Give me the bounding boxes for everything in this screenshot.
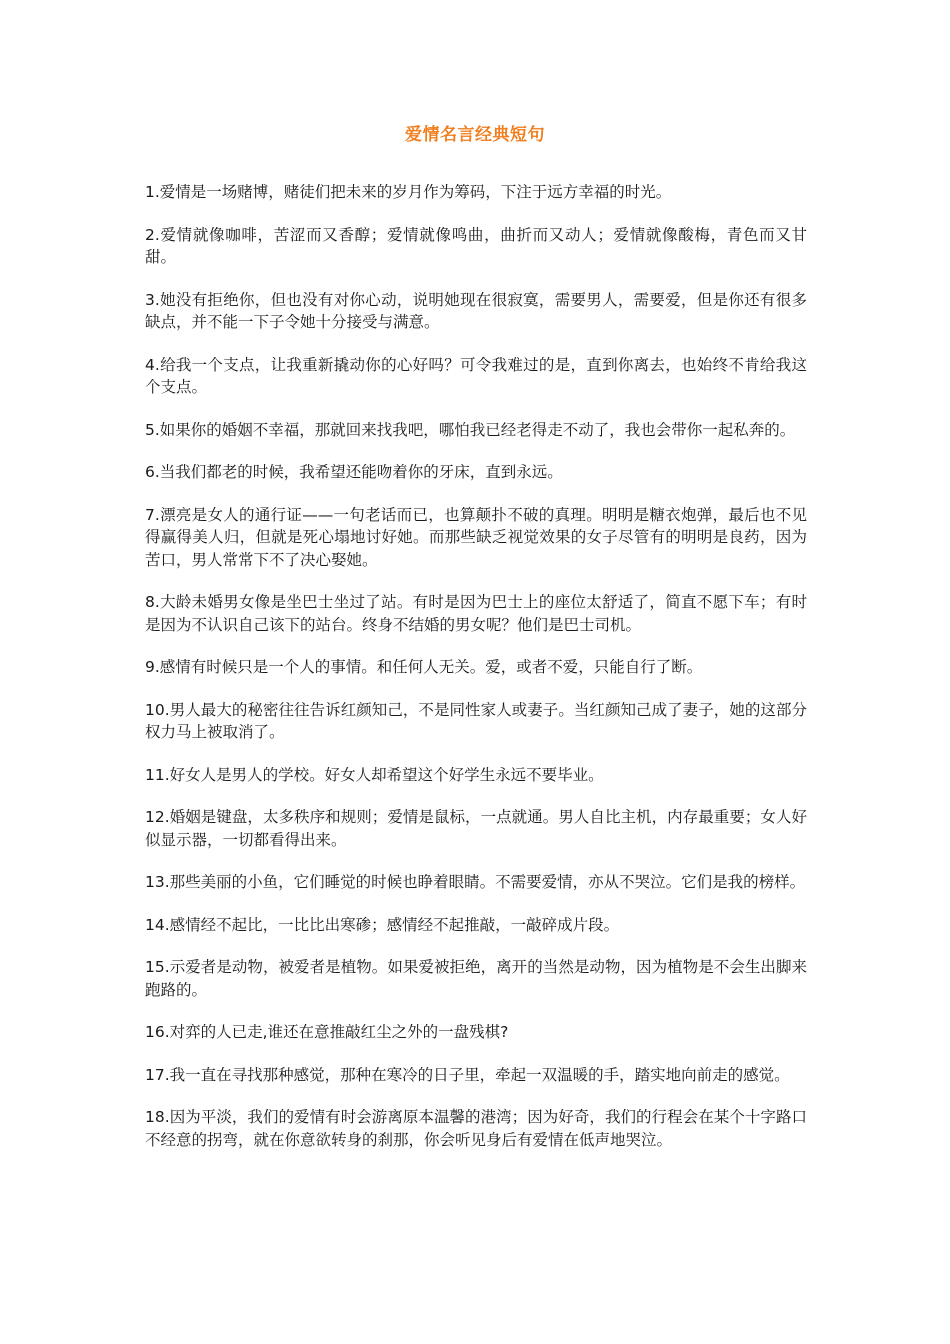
- page-title: 爱情名言经典短句: [405, 125, 545, 145]
- quote-item: 5.如果你的婚姻不幸福，那就回来找我吧，哪怕我已经老得走不动了，我也会带你一起私奔的。: [145, 420, 796, 439]
- quote-item: 7.漂亮是女人的通行证——一句老话而已，也算颠扑不破的真理。明明是糖衣炮弹，最后也不见得赢得美人归，但就是死心塌地讨好她。而那些缺乏视觉效果的女子尽管有的明明是良药，因为苦口，男人常常下不了决心娶她。: [145, 505, 807, 569]
- quote-item: 14.感情经不起比，一比比出寒碜；感情经不起推敲，一敲碎成片段。: [145, 915, 620, 934]
- quote-item: 9.感情有时候只是一个人的事情。和任何人无关。爱，或者不爱，只能自行了断。: [145, 658, 703, 676]
- quote-item: 10.男人最大的秘密往往告诉红颜知己，不是同性家人或妻子。当红颜知己成了妻子，她的这部分权力马上被取消了。: [145, 700, 807, 741]
- quote-item: 13.那些美丽的小鱼，它们睡觉的时候也睁着眼睛。不需要爱情，亦从不哭泣。它们是我的榜样。: [145, 873, 806, 891]
- quote-item: 6.当我们都老的时候，我希望还能吻着你的牙床，直到永远。: [145, 463, 563, 481]
- quote-item: 2.爱情就像咖啡，苦涩而又香醇；爱情就像鸣曲，曲折而又动人；爱情就像酸梅，青色而又甘甜。: [145, 225, 807, 266]
- quote-item: 17.我一直在寻找那种感觉，那种在寒冷的日子里，牵起一双温暖的手，踏实地向前走的感觉。: [145, 1065, 790, 1084]
- quote-item: 8.大龄未婚男女像是坐巴士坐过了站。有时是因为巴士上的座位太舒适了，简直不愿下车；有时是因为不认识自己该下的站台。终身不结婚的男女呢？他们是巴士司机。: [145, 593, 807, 634]
- quote-item: 4.给我一个支点，让我重新撬动你的心好吗？可令我难过的是，直到你离去，也始终不肯给我这个支点。: [145, 355, 807, 396]
- quote-item: 12.婚姻是键盘，太多秩序和规则；爱情是鼠标，一点就通。男人自比主机，内存最重要；女人好似显示器，一切都看得出来。: [145, 808, 807, 849]
- quote-item: 1.爱情是一场赌博，赌徒们把未来的岁月作为筹码，下注于远方幸福的时光。: [145, 183, 672, 201]
- quote-list: [145, 181, 807, 1151]
- quote-item: 18.因为平淡，我们的爱情有时会游离原本温馨的港湾；因为好奇，我们的行程会在某个十字路口不经意的拐弯，就在你意欲转身的刹那，你会听见身后有爱情在低声地哭泣。: [145, 1108, 807, 1149]
- quote-item: 16.对弈的人已走,谁还在意推敲红尘之外的一盘残棋?: [145, 1023, 509, 1041]
- quote-item: 3.她没有拒绝你，但也没有对你心动，说明她现在很寂寞，需要男人，需要爱，但是你还有很多缺点，并不能一下子令她十分接受与满意。: [145, 290, 807, 331]
- quote-item: 11.好女人是男人的学校。好女人却希望这个好学生永远不要毕业。: [145, 765, 604, 784]
- quote-item: 15.示爱者是动物，被爱者是植物。如果爱被拒绝，离开的当然是动物，因为植物是不会生出脚来跑路的。: [145, 958, 807, 999]
